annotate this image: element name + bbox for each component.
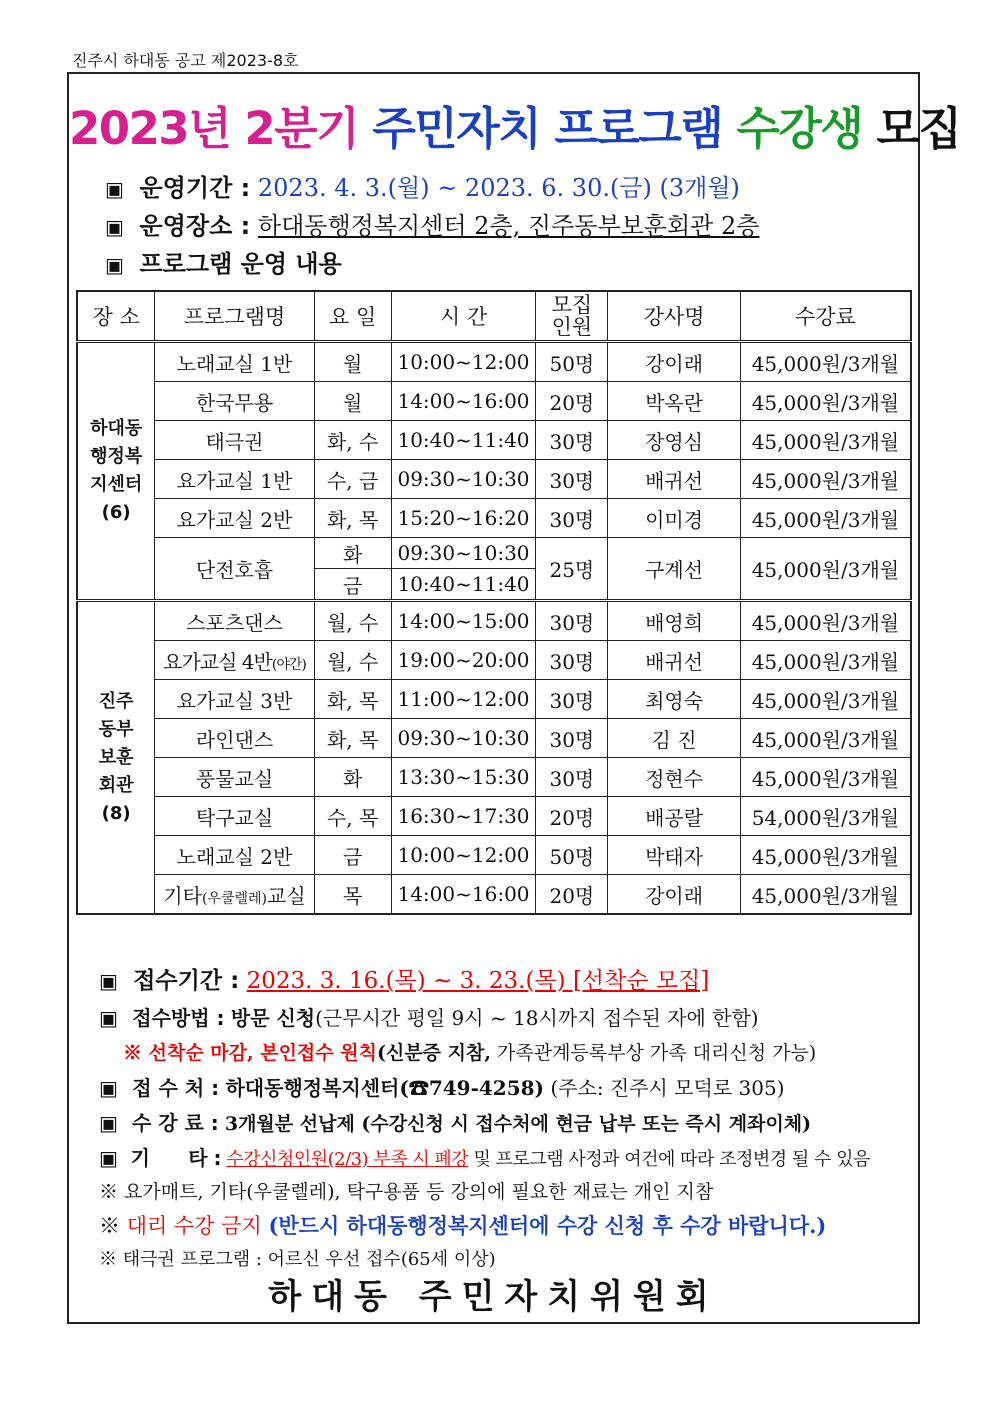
table-row <box>77 342 911 382</box>
table-row <box>77 538 911 569</box>
program-name: 한국무용 <box>155 382 314 421</box>
note2-line <box>99 1210 826 1240</box>
program-fee: 45,000원/3개월 <box>740 342 911 382</box>
program-day: 월 <box>314 382 391 421</box>
program-teacher: 구계선 <box>608 538 741 601</box>
table-row <box>77 382 911 421</box>
program-time: 14:00~16:00 <box>391 875 536 915</box>
program-fee: 45,000원/3개월 <box>740 538 911 601</box>
program-fee: 45,000원/3개월 <box>740 719 911 758</box>
bullet-icon: ▣ <box>99 1146 118 1170</box>
etc-line <box>99 1142 870 1171</box>
table-row <box>77 758 911 797</box>
program-name: 요가교실 2반 <box>155 499 314 538</box>
page-title <box>69 92 961 157</box>
program-count: 30명 <box>536 499 608 538</box>
table-row <box>77 680 911 719</box>
program-time: 14:00~15:00 <box>391 601 536 641</box>
program-day: 화, 목 <box>314 719 391 758</box>
method-value-bold: 방문 신청 <box>230 1006 316 1030</box>
notice-frame <box>67 72 961 1324</box>
program-day: 금 <box>314 569 391 601</box>
program-fee: 45,000원/3개월 <box>740 460 911 499</box>
etc-label: 기 타 : <box>130 1146 222 1170</box>
note2-mark: ※ <box>99 1214 120 1238</box>
program-name <box>155 875 314 915</box>
program-day: 화 <box>314 758 391 797</box>
program-time: 13:30~15:30 <box>391 758 536 797</box>
title-part2: 주민자치 프로그램 <box>372 102 723 155</box>
col-header-day: 요 일 <box>314 291 391 342</box>
program-time: 16:30~17:30 <box>391 797 536 836</box>
method-note-rest: 가족관계등록부상 가족 대리신청 가능) <box>490 1042 817 1064</box>
place-line <box>105 206 759 241</box>
place-text: 보훈 <box>98 746 134 768</box>
program-day: 월, 수 <box>314 641 391 680</box>
bullet-icon: ▣ <box>99 1076 118 1100</box>
bullet-icon: ▣ <box>99 1111 118 1135</box>
program-time: 11:00~12:00 <box>391 680 536 719</box>
place-cell-hadae <box>77 342 155 601</box>
method-value-rest: (근무시간 평일 9시 ~ 18시까지 접수된 자에 한함) <box>315 1006 759 1030</box>
program-name-note: (야간) <box>271 656 306 673</box>
method-note-red: ※ 선착순 마감, 본인접수 원칙 <box>123 1042 377 1064</box>
place-text: (8) <box>101 802 131 824</box>
place-label: 운영장소 : <box>139 212 251 240</box>
program-count: 50명 <box>536 342 608 382</box>
place-value: 하대동행정복지센터 2층, 진주동부보훈회관 2층 <box>257 212 760 240</box>
program-day: 수, 목 <box>314 797 391 836</box>
place-cell-jinju <box>77 601 155 915</box>
col-header-teacher: 강사명 <box>608 291 741 342</box>
method-line <box>99 1002 759 1031</box>
method-label: 접수방법 : <box>132 1006 225 1030</box>
col-header-time: 시 간 <box>391 291 536 342</box>
note2-blue: (반드시 하대동행정복지센터에 수강 신청 후 수강 바랍니다.) <box>268 1213 827 1238</box>
program-time: 14:00~16:00 <box>391 382 536 421</box>
program-fee: 45,000원/3개월 <box>740 641 911 680</box>
place-text: 동부 <box>98 718 134 740</box>
program-name: 단전호흡 <box>155 538 314 601</box>
content-label: 프로그램 운영 내용 <box>139 250 342 278</box>
program-teacher: 강이래 <box>608 875 741 915</box>
period-label: 운영기간 : <box>139 174 251 202</box>
title-part3: 수강생 <box>736 102 863 155</box>
reception-place-line <box>99 1072 785 1101</box>
program-count: 20명 <box>536 382 608 421</box>
program-count: 30명 <box>536 460 608 499</box>
etc-red: 수강신청인원(2/3) 부족 시 폐강 <box>226 1149 469 1170</box>
program-day: 수, 금 <box>314 460 391 499</box>
program-fee: 45,000원/3개월 <box>740 601 911 641</box>
period-line <box>105 168 740 203</box>
table-header-row <box>77 291 911 342</box>
program-teacher: 김 진 <box>608 719 741 758</box>
fee-value: 3개월분 선납제 (수강신청 시 접수처에 현금 납부 또는 즉시 계좌이체) <box>224 1113 812 1135</box>
program-day: 월, 수 <box>314 601 391 641</box>
program-count: 20명 <box>536 875 608 915</box>
bullet-icon: ▣ <box>99 1006 118 1030</box>
program-teacher: 강이래 <box>608 342 741 382</box>
program-teacher: 배공랄 <box>608 797 741 836</box>
program-fee: 45,000원/3개월 <box>740 875 911 915</box>
program-count: 30명 <box>536 719 608 758</box>
fee-line <box>99 1107 811 1136</box>
reception-value: 2023. 3. 16.(목) ~ 3. 23.(목) [선착순 모집] <box>246 968 710 994</box>
place-text: 진주 <box>98 690 134 712</box>
method-note-bold: (신분증 지참, <box>376 1042 491 1064</box>
program-time: 10:40~11:40 <box>391 569 536 601</box>
program-count: 30명 <box>536 421 608 460</box>
program-name <box>155 641 314 680</box>
program-fee: 45,000원/3개월 <box>740 680 911 719</box>
reception-place-value: 하대동행정복지센터(☎749-4258) <box>225 1076 545 1100</box>
program-name: 요가교실 1반 <box>155 460 314 499</box>
program-count: 30명 <box>536 680 608 719</box>
col-header-program: 프로그램명 <box>155 291 314 342</box>
program-fee: 45,000원/3개월 <box>740 836 911 875</box>
program-name-text: 요가교실 4반 <box>163 649 272 674</box>
fee-label: 수 강 료 : <box>131 1111 219 1135</box>
program-time: 15:20~16:20 <box>391 499 536 538</box>
organization-name: 하대동 주민자치위원회 <box>268 1277 719 1317</box>
program-teacher: 박옥란 <box>608 382 741 421</box>
table-row <box>77 421 911 460</box>
program-name: 탁구교실 <box>155 797 314 836</box>
program-time: 09:30~10:30 <box>391 460 536 499</box>
program-teacher: 이미경 <box>608 499 741 538</box>
program-time: 10:00~12:00 <box>391 342 536 382</box>
program-fee: 54,000원/3개월 <box>740 797 911 836</box>
program-teacher: 정현수 <box>608 758 741 797</box>
col-header-place: 장 소 <box>77 291 155 342</box>
bullet-icon: ▣ <box>105 253 124 277</box>
program-day: 화, 목 <box>314 680 391 719</box>
notice-number: 진주시 하대동 공고 제2023-8호 <box>72 51 299 70</box>
program-time: 10:40~11:40 <box>391 421 536 460</box>
note3-line: ※ 태극권 프로그램 : 어르신 우선 접수(65세 이상) <box>99 1249 496 1270</box>
program-name: 풍물교실 <box>155 758 314 797</box>
method-note-line <box>123 1038 816 1065</box>
bullet-icon: ▣ <box>105 177 124 201</box>
program-name: 노래교실 1반 <box>155 342 314 382</box>
program-fee: 45,000원/3개월 <box>740 421 911 460</box>
program-teacher: 최영숙 <box>608 680 741 719</box>
program-fee: 45,000원/3개월 <box>740 499 911 538</box>
program-teacher: 배귀선 <box>608 641 741 680</box>
program-count: 30명 <box>536 641 608 680</box>
reception-place-addr: (주소: 진주시 모덕로 305) <box>544 1076 785 1100</box>
bullet-icon: ▣ <box>99 969 118 993</box>
program-day: 목 <box>314 875 391 915</box>
col-header-fee: 수강료 <box>740 291 911 342</box>
place-text: 행정복 <box>90 446 143 467</box>
place-text: 지센터 <box>90 474 143 495</box>
program-teacher: 박태자 <box>608 836 741 875</box>
table-row <box>77 875 911 915</box>
table-row <box>77 641 911 680</box>
note2-red: 대리 수강 금지 <box>126 1214 262 1238</box>
program-fee: 45,000원/3개월 <box>740 758 911 797</box>
col-header-count-line1: 모집 <box>551 293 593 317</box>
program-day: 화, 목 <box>314 499 391 538</box>
program-teacher: 장영심 <box>608 421 741 460</box>
reception-line <box>99 962 709 995</box>
content-line <box>105 244 342 279</box>
program-day: 화 <box>314 538 391 569</box>
program-fee: 45,000원/3개월 <box>740 382 911 421</box>
table-row <box>77 499 911 538</box>
table-row <box>77 836 911 875</box>
program-day: 화, 수 <box>314 421 391 460</box>
title-part1: 2023년 2분기 <box>69 102 359 155</box>
program-name: 태극권 <box>155 421 314 460</box>
program-name: 스포츠댄스 <box>155 601 314 641</box>
period-value: 2023. 4. 3.(월) ~ 2023. 6. 30.(금) (3개월) <box>257 174 740 202</box>
table-row <box>77 460 911 499</box>
col-header-count-line2: 인원 <box>551 315 593 339</box>
program-time: 09:30~10:30 <box>391 538 536 569</box>
place-text: 하대동 <box>90 418 143 439</box>
program-count: 50명 <box>536 836 608 875</box>
program-count: 20명 <box>536 797 608 836</box>
program-time: 19:00~20:00 <box>391 641 536 680</box>
place-text: (6) <box>101 502 131 523</box>
etc-rest: 및 프로그램 사정과 여건에 따라 조정변경 될 수 있음 <box>468 1149 870 1170</box>
program-count: 25명 <box>536 538 608 601</box>
program-name: 요가교실 3반 <box>155 680 314 719</box>
program-name: 노래교실 2반 <box>155 836 314 875</box>
table-row <box>77 719 911 758</box>
program-count: 30명 <box>536 601 608 641</box>
program-teacher: 배영희 <box>608 601 741 641</box>
note1-line: ※ 요가매트, 기타(우쿨렐레), 탁구용품 등 강의에 필요한 재료는 개인 지참 <box>99 1181 714 1203</box>
title-part4: 모집 <box>876 102 961 155</box>
bullet-icon: ▣ <box>105 215 124 239</box>
program-time: 09:30~10:30 <box>391 719 536 758</box>
col-header-count <box>536 291 608 342</box>
reception-label: 접수기간 : <box>133 968 240 994</box>
program-day: 금 <box>314 836 391 875</box>
program-teacher: 배귀선 <box>608 460 741 499</box>
program-name-text: 기타 <box>163 883 202 908</box>
table-row <box>77 601 911 641</box>
program-name-suffix: 교실 <box>267 883 306 908</box>
table-row <box>77 797 911 836</box>
schedule-table <box>76 290 912 915</box>
program-name: 라인댄스 <box>155 719 314 758</box>
program-time: 10:00~12:00 <box>391 836 536 875</box>
place-text: 회관 <box>98 774 134 796</box>
reception-place-label: 접 수 처 : <box>132 1076 220 1100</box>
program-count: 30명 <box>536 758 608 797</box>
program-day: 월 <box>314 342 391 382</box>
program-name-note: (우쿨렐레) <box>202 890 268 907</box>
